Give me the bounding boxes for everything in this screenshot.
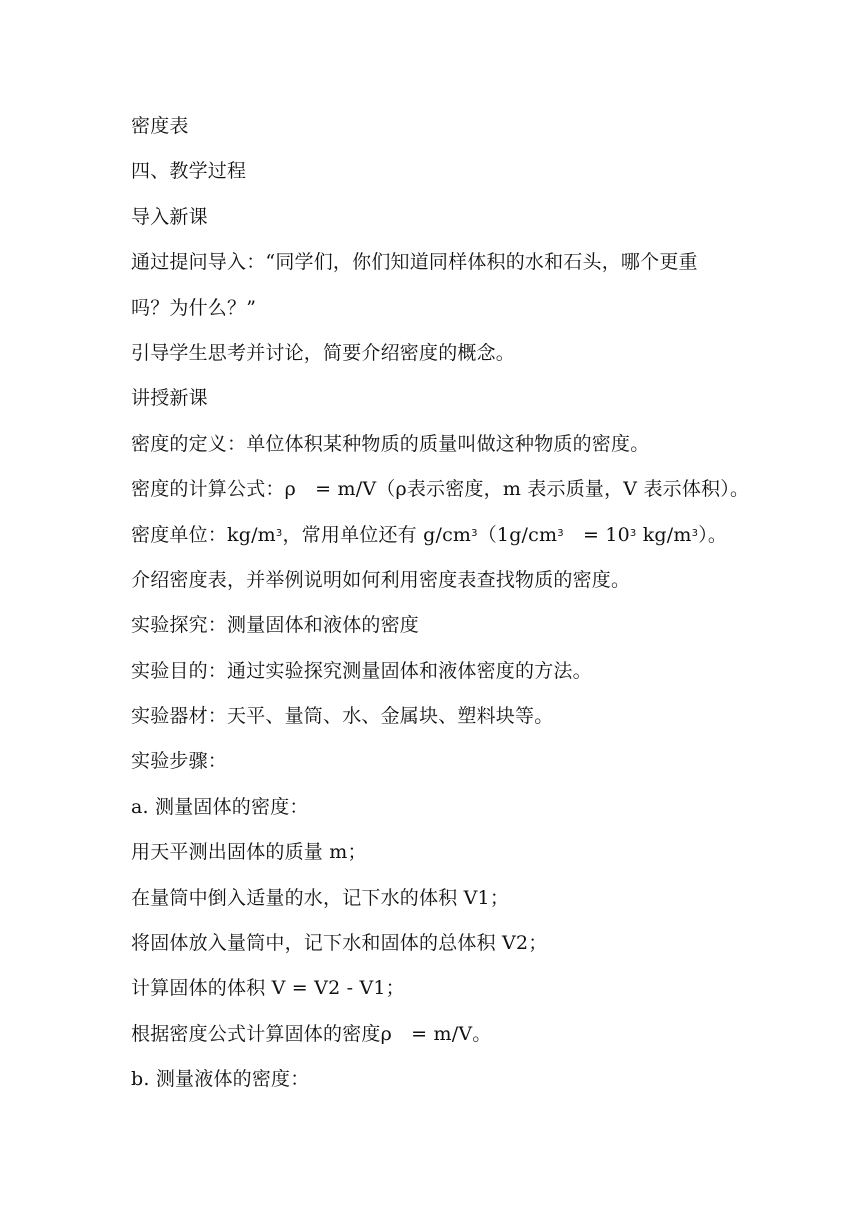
paragraph-density-definition: 密度的定义：单位体积某种物质的质量叫做这种物质的密度。	[131, 432, 650, 455]
units-sup-2: 3	[471, 527, 478, 539]
paragraph-density-units	[131, 521, 771, 566]
step-measure-v2: 将固体放入量筒中，记下水和固体的总体积 V2；	[131, 932, 548, 955]
paragraph-density-table: 密度表	[131, 115, 189, 137]
units-text-4: = 10	[563, 523, 630, 546]
units-sup-4: 3	[629, 527, 637, 539]
paragraph-question-intro: 通过提问导入：“同学们，你们知道同样体积的水和石头，哪个更重	[131, 251, 698, 274]
units-sup-3: 3	[557, 527, 564, 539]
paragraph-density-table-intro: 介绍密度表，并举例说明如何利用密度表查找物质的密度。	[131, 568, 631, 591]
units-sup-1: 3	[275, 527, 283, 539]
step-compute-volume: 计算固体的体积 V = V2 - V1；	[131, 977, 405, 1000]
units-text-5: kg/m	[636, 523, 692, 546]
paragraph-question-intro-cont: 吗？为什么？”	[131, 296, 257, 319]
heading-introduce-lesson: 导入新课	[131, 205, 208, 228]
heading-experiment: 实验探究：测量固体和液体的密度	[131, 614, 420, 637]
step-compute-density: 根据密度公式计算固体的密度ρ = m/V。	[131, 1022, 492, 1045]
paragraph-experiment-purpose: 实验目的：通过实验探究测量固体和液体密度的方法。	[131, 659, 592, 682]
units-sup-5: 3	[691, 527, 699, 539]
step-a-solid-density: a. 测量固体的密度：	[131, 795, 309, 818]
heading-teach-new-lesson: 讲授新课	[131, 387, 208, 410]
step-measure-v1: 在量筒中倒入适量的水，记下水的体积 V1；	[131, 886, 510, 909]
units-text-3: （1g/cm	[477, 523, 558, 546]
heading-teaching-process: 四、教学过程	[131, 160, 247, 183]
paragraph-experiment-steps: 实验步骤：	[131, 750, 228, 773]
units-text-2: ，常用单位还有 g/cm	[282, 523, 472, 546]
step-measure-mass: 用天平测出固体的质量 m；	[131, 841, 367, 864]
units-text-1: 密度单位：kg/m	[131, 523, 276, 546]
paragraph-guide-discussion: 引导学生思考并讨论，简要介绍密度的概念。	[131, 341, 516, 364]
units-text-6: ）。	[698, 523, 728, 546]
document-body	[131, 112, 771, 1111]
paragraph-density-formula: 密度的计算公式：ρ = m/V（ρ表示密度，m 表示质量，V 表示体积）。	[131, 478, 750, 501]
paragraph-experiment-equipment: 实验器材：天平、量筒、水、金属块、塑料块等。	[131, 705, 554, 728]
step-b-liquid-density: b. 测量液体的密度：	[131, 1068, 310, 1091]
